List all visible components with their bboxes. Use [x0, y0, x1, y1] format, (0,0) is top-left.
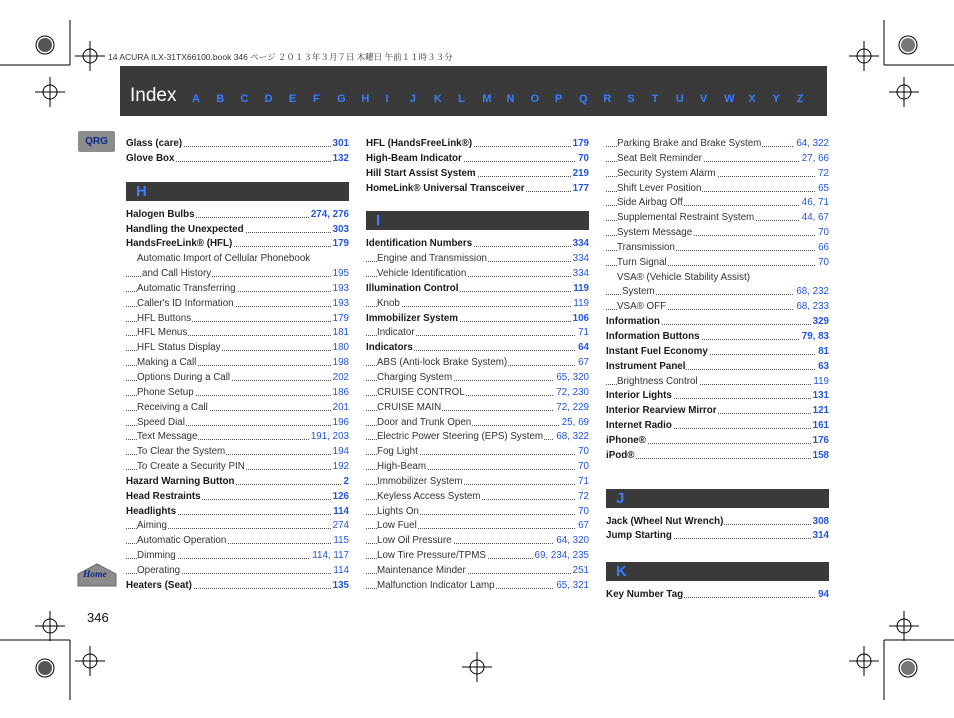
- entry-term: Vehicle Identification: [377, 267, 467, 282]
- entry-page-link[interactable]: 119: [811, 375, 829, 390]
- index-entry[interactable]: [126, 137, 349, 152]
- entry-term: Speed Dial: [137, 416, 186, 431]
- entry-term: HFL (HandsFreeLink®): [366, 137, 473, 152]
- entry-page-link[interactable]: 186: [331, 386, 349, 401]
- letter-link-k[interactable]: K: [433, 93, 442, 105]
- entry-page-link[interactable]: 119: [571, 282, 589, 297]
- index-entry[interactable]: [366, 282, 589, 297]
- index-entry[interactable]: [366, 416, 589, 431]
- entry-page-link[interactable]: 158: [811, 449, 829, 464]
- entry-page-link[interactable]: 70: [816, 256, 829, 271]
- index-entry[interactable]: [126, 460, 349, 475]
- entry-term: iPod®: [606, 449, 635, 464]
- letter-link-a[interactable]: A: [192, 93, 200, 105]
- entry-term: Hill Start Assist System: [366, 167, 477, 182]
- entry-page-link[interactable]: 196: [331, 416, 349, 431]
- index-entry[interactable]: [366, 460, 589, 475]
- entry-term: Hazard Warning Button: [126, 475, 235, 490]
- index-entry[interactable]: [606, 515, 829, 530]
- entry-page-link[interactable]: 67: [576, 519, 589, 534]
- entry-page-link[interactable]: 179: [331, 312, 349, 327]
- index-entry[interactable]: [126, 386, 349, 401]
- index-entry[interactable]: [126, 445, 349, 460]
- entry-page-link[interactable]: 114: [331, 505, 349, 520]
- index-column-3: [606, 137, 829, 603]
- entry-page-link[interactable]: 115: [331, 534, 349, 549]
- index-entry[interactable]: [366, 267, 589, 282]
- index-entry[interactable]: [126, 549, 349, 564]
- letter-link-u[interactable]: U: [675, 93, 684, 105]
- index-entry[interactable]: [126, 505, 349, 520]
- section-header-i: I: [366, 211, 589, 230]
- entry-page-link[interactable]: 219: [571, 167, 589, 182]
- entry-group: [366, 137, 589, 196]
- index-entry[interactable]: [366, 152, 589, 167]
- entry-page-link[interactable]: 2: [342, 475, 349, 490]
- index-entry[interactable]: [366, 519, 589, 534]
- entry-page-link[interactable]: 68, 232: [794, 285, 829, 300]
- entry-page-link[interactable]: 70: [576, 445, 589, 460]
- entry-page-link[interactable]: 195: [331, 267, 349, 282]
- entry-page-link[interactable]: 301: [331, 137, 349, 152]
- index-entry[interactable]: [606, 588, 829, 603]
- index-entry[interactable]: [606, 345, 829, 360]
- entry-page-link[interactable]: 64, 322: [794, 137, 829, 152]
- entry-page-link[interactable]: 66: [816, 241, 829, 256]
- index-entry[interactable]: [126, 223, 349, 238]
- letter-link-q[interactable]: Q: [579, 93, 588, 105]
- index-entry[interactable]: [366, 445, 589, 460]
- entry-page-link[interactable]: 334: [571, 252, 589, 267]
- entry-page-link[interactable]: 334: [571, 237, 589, 252]
- entry-page-link[interactable]: 308: [811, 515, 829, 530]
- letter-link-c[interactable]: C: [240, 93, 249, 105]
- entry-page-link[interactable]: 198: [331, 356, 349, 371]
- entry-page-link[interactable]: 25, 69: [560, 416, 589, 431]
- entry-term: Information Buttons: [606, 330, 701, 345]
- index-entry[interactable]: [366, 297, 589, 312]
- entry-page-link[interactable]: 251: [571, 564, 589, 579]
- entry-term: High-Beam: [377, 460, 427, 475]
- entry-group: [366, 237, 589, 593]
- entry-term: Maintenance Minder: [377, 564, 467, 579]
- index-banner: [120, 66, 827, 116]
- entry-term: Caller's ID Information: [137, 297, 235, 312]
- entry-term: Jack (Wheel Nut Wrench): [606, 515, 724, 530]
- entry-page-link[interactable]: 114: [331, 564, 349, 579]
- entry-term: Shift Lever Position: [617, 182, 702, 197]
- entry-page-link[interactable]: 191, 203: [309, 430, 349, 445]
- entry-term: Internet Radio: [606, 419, 673, 434]
- index-entry[interactable]: [606, 449, 829, 464]
- entry-term: HFL Menus: [137, 326, 188, 341]
- entry-page-link[interactable]: 303: [331, 223, 349, 238]
- letter-link-b[interactable]: B: [216, 93, 225, 105]
- entry-term: CRUISE MAIN: [377, 401, 442, 416]
- index-entry[interactable]: [126, 282, 349, 297]
- entry-group: [606, 137, 829, 464]
- index-entry[interactable]: [606, 419, 829, 434]
- index-entry[interactable]: [366, 252, 589, 267]
- entry-term: Key Number Tag: [606, 588, 684, 603]
- entry-group: [606, 515, 829, 545]
- letter-link-x[interactable]: X: [748, 93, 756, 105]
- section-header-h: H: [126, 182, 349, 201]
- home-label: Home: [83, 570, 107, 580]
- index-entry[interactable]: [366, 137, 589, 152]
- entry-term: Dimming: [137, 549, 177, 564]
- entry-term: CRUISE CONTROL: [377, 386, 466, 401]
- entry-term: Instant Fuel Economy: [606, 345, 709, 360]
- qrg-button[interactable]: QRG: [78, 131, 115, 152]
- index-entry[interactable]: [126, 326, 349, 341]
- entry-page-link[interactable]: 71: [576, 475, 589, 490]
- entry-page-link[interactable]: 177: [571, 182, 589, 197]
- entry-term: Handling the Unexpected: [126, 223, 245, 238]
- entry-term: Turn Signal: [617, 256, 668, 271]
- entry-page-link[interactable]: 193: [331, 282, 349, 297]
- entry-page-link[interactable]: 44, 67: [800, 211, 829, 226]
- index-entry[interactable]: [606, 285, 829, 300]
- entry-page-link[interactable]: 274, 276: [309, 208, 349, 223]
- index-entry[interactable]: [126, 297, 349, 312]
- entry-term: Engine and Transmission: [377, 252, 488, 267]
- entry-page-link[interactable]: 334: [571, 267, 589, 282]
- letter-link-m[interactable]: M: [482, 93, 492, 105]
- index-entry[interactable]: [366, 430, 589, 445]
- letter-link-r[interactable]: R: [603, 93, 612, 105]
- index-entry[interactable]: [606, 226, 829, 241]
- entry-term: Text Message: [137, 430, 198, 445]
- index-entry[interactable]: [126, 430, 349, 445]
- index-entry[interactable]: [606, 375, 829, 390]
- entry-term: Security System Alarm: [617, 167, 717, 182]
- entry-page-link[interactable]: 46, 71: [800, 196, 829, 211]
- entry-term: Indicator: [377, 326, 416, 341]
- index-entry[interactable]: [366, 534, 589, 549]
- entry-page-link[interactable]: 67: [576, 356, 589, 371]
- entry-page-link[interactable]: 72: [816, 167, 829, 182]
- index-entry[interactable]: [366, 326, 589, 341]
- index-entry[interactable]: [126, 534, 349, 549]
- index-entry[interactable]: [366, 401, 589, 416]
- page-title: Index: [130, 85, 177, 106]
- entry-page-link[interactable]: 114, 117: [310, 549, 349, 564]
- entry-term: Charging System: [377, 371, 453, 386]
- entry-term: Immobilizer System: [366, 312, 459, 327]
- index-entry[interactable]: [126, 237, 349, 252]
- entry-page-link[interactable]: 72, 229: [554, 401, 589, 416]
- entry-page-link[interactable]: 181: [331, 326, 349, 341]
- entry-page-link[interactable]: 64, 320: [554, 534, 589, 549]
- index-entry[interactable]: [366, 505, 589, 520]
- entry-term: Brightness Control: [617, 375, 699, 390]
- entry-page-link[interactable]: 81: [816, 345, 829, 360]
- entry-page-link[interactable]: 69, 234, 235: [533, 549, 589, 564]
- entry-term: Receiving a Call: [137, 401, 209, 416]
- entry-term: Head Restraints: [126, 490, 202, 505]
- index-entry[interactable]: [606, 315, 829, 330]
- entry-page-link[interactable]: 68, 233: [794, 300, 829, 315]
- index-entry[interactable]: [606, 360, 829, 375]
- index-entry[interactable]: [126, 267, 349, 282]
- letter-link-z[interactable]: Z: [796, 93, 804, 105]
- print-header: 14 ACURA ILX-31TX66100.book 346 ページ ２０１３年３月７日 木曜日 午前１１時３３分: [108, 52, 453, 62]
- entry-page-link[interactable]: 65, 321: [554, 579, 589, 594]
- entry-term: Making a Call: [137, 356, 197, 371]
- index-entry[interactable]: [126, 416, 349, 431]
- entry-term: Illumination Control: [366, 282, 460, 297]
- section-header-j: J: [606, 489, 829, 508]
- index-entry[interactable]: [126, 401, 349, 416]
- index-entry[interactable]: [126, 152, 349, 167]
- entry-term: HomeLink® Universal Transceiver: [366, 182, 526, 197]
- entry-term: Seat Belt Reminder: [617, 152, 703, 167]
- entry-page-link[interactable]: 70: [576, 152, 589, 167]
- letter-link-t[interactable]: T: [651, 93, 659, 105]
- entry-term: Low Tire Pressure/TPMS: [377, 549, 487, 564]
- index-entry[interactable]: [126, 490, 349, 505]
- entry-term: Instrument Panel: [606, 360, 686, 375]
- entry-term: Operating: [137, 564, 181, 579]
- entry-page-link[interactable]: 71: [576, 326, 589, 341]
- entry-page-link[interactable]: 106: [571, 312, 589, 327]
- entry-page-link[interactable]: 192: [331, 460, 349, 475]
- entry-term: HFL Status Display: [137, 341, 221, 356]
- entry-page-link[interactable]: 176: [811, 434, 829, 449]
- entry-term: Side Airbag Off: [617, 196, 684, 211]
- letter-link-w[interactable]: W: [724, 93, 735, 105]
- index-entry[interactable]: [126, 312, 349, 327]
- entry-page-link[interactable]: 121: [811, 404, 829, 419]
- index-entry[interactable]: [606, 167, 829, 182]
- letter-link-v[interactable]: V: [699, 93, 708, 105]
- index-entry[interactable]: [126, 475, 349, 490]
- index-entry: [126, 252, 349, 267]
- entry-term: VSA® (Vehicle Stability Assist): [617, 271, 751, 286]
- index-entry[interactable]: [366, 549, 589, 564]
- entry-page-link[interactable]: 193: [331, 297, 349, 312]
- index-entry[interactable]: [366, 167, 589, 182]
- entry-term: Fog Light: [377, 445, 419, 460]
- entry-page-link[interactable]: 135: [331, 579, 349, 594]
- letter-link-e[interactable]: E: [288, 93, 297, 105]
- entry-page-link[interactable]: 201: [331, 401, 349, 416]
- entry-term: Headlights: [126, 505, 177, 520]
- index-entry[interactable]: [126, 371, 349, 386]
- entry-term: Information: [606, 315, 661, 330]
- index-entry[interactable]: [366, 475, 589, 490]
- index-entry[interactable]: [606, 300, 829, 315]
- entry-term: Heaters (Seat): [126, 579, 193, 594]
- leader-dots: [606, 458, 829, 459]
- index-entry: [606, 271, 829, 286]
- entry-term: Immobilizer System: [377, 475, 463, 490]
- entry-term: Identification Numbers: [366, 237, 473, 252]
- entry-term: Indicators: [366, 341, 414, 356]
- letter-link-o[interactable]: O: [530, 93, 540, 105]
- index-column-1: [126, 137, 349, 594]
- entry-group: [126, 208, 349, 594]
- index-entry[interactable]: [366, 371, 589, 386]
- entry-term: Glass (care): [126, 137, 183, 152]
- entry-page-link[interactable]: 126: [331, 490, 349, 505]
- entry-term: Automatic Import of Cellular Phonebook: [137, 252, 311, 267]
- index-entry[interactable]: [606, 529, 829, 544]
- index-entry[interactable]: [366, 579, 589, 594]
- entry-term: Interior Lights: [606, 389, 673, 404]
- index-entry[interactable]: [606, 404, 829, 419]
- index-entry[interactable]: [126, 519, 349, 534]
- letter-link-j[interactable]: J: [409, 93, 416, 105]
- letter-link-f[interactable]: F: [312, 93, 320, 105]
- entry-page-link[interactable]: 70: [576, 460, 589, 475]
- index-entry[interactable]: [366, 386, 589, 401]
- entry-page-link[interactable]: 119: [571, 297, 589, 312]
- entry-page-link[interactable]: 64: [576, 341, 589, 356]
- entry-page-link[interactable]: 132: [331, 152, 349, 167]
- entry-term: Door and Trunk Open: [377, 416, 472, 431]
- index-entry[interactable]: [606, 196, 829, 211]
- entry-page-link[interactable]: 179: [331, 237, 349, 252]
- entry-term: Keyless Access System: [377, 490, 481, 505]
- entry-term: Aiming: [137, 519, 168, 534]
- index-entry[interactable]: [126, 341, 349, 356]
- letter-link-g[interactable]: G: [337, 93, 346, 105]
- entry-page-link[interactable]: 314: [811, 529, 829, 544]
- entry-term: iPhone®: [606, 434, 647, 449]
- entry-page-link[interactable]: 70: [816, 226, 829, 241]
- entry-page-link[interactable]: 72: [576, 490, 589, 505]
- entry-term: and Call History: [142, 267, 212, 282]
- entry-term: HandsFreeLink® (HFL): [126, 237, 233, 252]
- entry-group: [126, 137, 349, 167]
- index-entry[interactable]: [606, 211, 829, 226]
- page-number: 346: [87, 610, 109, 625]
- entry-term: System: [622, 285, 656, 300]
- index-entry[interactable]: [606, 330, 829, 345]
- index-entry[interactable]: [606, 137, 829, 152]
- letter-link-d[interactable]: D: [264, 93, 273, 105]
- entry-page-link[interactable]: 65: [816, 182, 829, 197]
- index-entry[interactable]: [606, 434, 829, 449]
- index-entry[interactable]: [606, 152, 829, 167]
- letter-link-l[interactable]: L: [458, 93, 465, 105]
- index-entry[interactable]: [126, 356, 349, 371]
- entry-term: Low Fuel: [377, 519, 418, 534]
- section-header-k: K: [606, 562, 829, 581]
- entry-page-link[interactable]: 202: [331, 371, 349, 386]
- index-entry[interactable]: [366, 356, 589, 371]
- index-entry[interactable]: [126, 208, 349, 223]
- index-entry[interactable]: [366, 312, 589, 327]
- entry-page-link[interactable]: 194: [331, 445, 349, 460]
- index-entry[interactable]: [366, 564, 589, 579]
- entry-page-link[interactable]: 68, 322: [554, 430, 589, 445]
- entry-term: Halogen Bulbs: [126, 208, 196, 223]
- entry-page-link[interactable]: 70: [576, 505, 589, 520]
- entry-page-link[interactable]: 79, 83: [800, 330, 829, 345]
- entry-term: Supplemental Restraint System: [617, 211, 755, 226]
- letter-link-i[interactable]: I: [385, 93, 389, 105]
- entry-term: Phone Setup: [137, 386, 195, 401]
- entry-term: Glove Box: [126, 152, 175, 167]
- entry-term: System Message: [617, 226, 693, 241]
- entry-group: [606, 588, 829, 603]
- index-entry[interactable]: [606, 182, 829, 197]
- entry-page-link[interactable]: 161: [811, 419, 829, 434]
- index-entry[interactable]: [366, 237, 589, 252]
- letter-link-s[interactable]: S: [627, 93, 635, 105]
- entry-page-link[interactable]: 63: [816, 360, 829, 375]
- entry-page-link[interactable]: 94: [816, 588, 829, 603]
- index-entry[interactable]: [126, 564, 349, 579]
- entry-page-link[interactable]: 72, 230: [554, 386, 589, 401]
- entry-term: Malfunction Indicator Lamp: [377, 579, 496, 594]
- index-entry[interactable]: [126, 579, 349, 594]
- entry-term: HFL Buttons: [137, 312, 192, 327]
- entry-page-link[interactable]: 65, 320: [554, 371, 589, 386]
- index-entry[interactable]: [366, 490, 589, 505]
- entry-page-link[interactable]: 329: [811, 315, 829, 330]
- home-button[interactable]: [77, 563, 117, 587]
- entry-term: Automatic Operation: [137, 534, 227, 549]
- entry-term: Lights On: [377, 505, 420, 520]
- entry-term: Transmission: [617, 241, 676, 256]
- letter-link-n[interactable]: N: [506, 93, 515, 105]
- entry-term: Interior Rearview Mirror: [606, 404, 718, 419]
- entry-term: To Create a Security PIN: [137, 460, 246, 475]
- entry-term: High-Beam Indicator: [366, 152, 463, 167]
- index-entry[interactable]: [606, 241, 829, 256]
- entry-term: Electric Power Steering (EPS) System: [377, 430, 544, 445]
- entry-page-link[interactable]: 180: [331, 341, 349, 356]
- alphabet-nav: [192, 93, 821, 105]
- entry-page-link[interactable]: 274: [331, 519, 349, 534]
- letter-link-y[interactable]: Y: [772, 93, 780, 105]
- entry-page-link[interactable]: 131: [811, 389, 829, 404]
- entry-term: To Clear the System: [137, 445, 226, 460]
- index-entry[interactable]: [606, 256, 829, 271]
- letter-link-h[interactable]: H: [361, 93, 370, 105]
- index-entry[interactable]: [366, 182, 589, 197]
- letter-link-p[interactable]: P: [554, 93, 563, 105]
- index-column-2: [366, 137, 589, 594]
- entry-term: Jump Starting: [606, 529, 673, 544]
- entry-term: ABS (Anti-lock Brake System): [377, 356, 508, 371]
- index-entry[interactable]: [606, 389, 829, 404]
- entry-term: VSA® OFF: [617, 300, 667, 315]
- entry-page-link[interactable]: 27, 66: [800, 152, 829, 167]
- index-entry[interactable]: [366, 341, 589, 356]
- entry-term: Automatic Transferring: [137, 282, 237, 297]
- entry-term: Low Oil Pressure: [377, 534, 453, 549]
- entry-term: Parking Brake and Brake System: [617, 137, 762, 152]
- entry-term: Knob: [377, 297, 401, 312]
- entry-term: Options During a Call: [137, 371, 231, 386]
- entry-page-link[interactable]: 179: [571, 137, 589, 152]
